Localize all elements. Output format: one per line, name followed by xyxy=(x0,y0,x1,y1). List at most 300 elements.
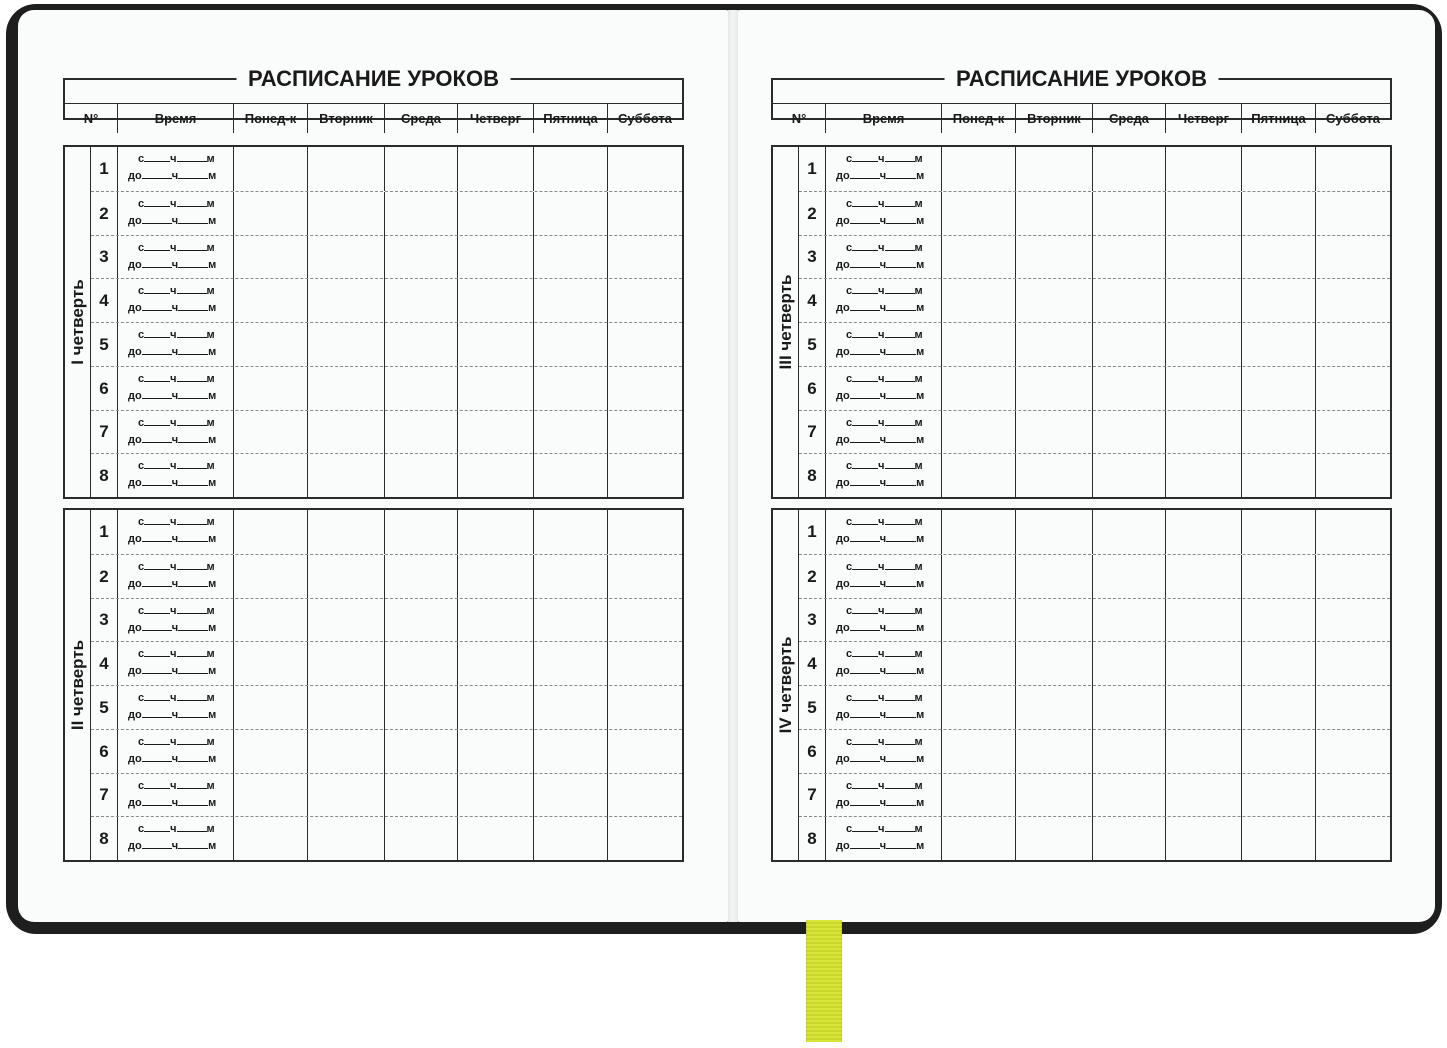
subject-cell-day-2[interactable] xyxy=(1015,774,1092,818)
subject-cell-day-1[interactable] xyxy=(233,730,307,774)
subject-cell-day-6[interactable] xyxy=(1315,236,1390,280)
subject-cell-day-5[interactable] xyxy=(533,279,607,323)
minute-blank xyxy=(885,152,915,162)
from-label: с xyxy=(846,460,853,473)
subject-cell-day-4[interactable] xyxy=(457,411,533,455)
minute-blank xyxy=(177,515,207,525)
subject-cell-day-5[interactable] xyxy=(1241,555,1315,599)
subject-cell-day-6[interactable] xyxy=(1315,411,1390,455)
lesson-time-cell[interactable] xyxy=(825,555,941,599)
subject-cell-day-3[interactable] xyxy=(1092,147,1165,191)
subject-cell-day-6[interactable] xyxy=(1315,817,1390,861)
subject-cell-day-4[interactable] xyxy=(1165,510,1241,554)
subject-cell-day-5[interactable] xyxy=(1241,147,1315,191)
subject-cell-day-5[interactable] xyxy=(1241,730,1315,774)
subject-cell-day-4[interactable] xyxy=(457,279,533,323)
subject-cell-day-6[interactable] xyxy=(607,510,682,554)
lesson-time-cell[interactable] xyxy=(825,279,941,323)
subject-cell-day-4[interactable] xyxy=(1165,599,1241,643)
subject-cell-day-1[interactable] xyxy=(941,236,1015,280)
subject-cell-day-4[interactable] xyxy=(1165,147,1241,191)
subject-cell-day-2[interactable] xyxy=(307,367,384,411)
subject-cell-day-6[interactable] xyxy=(607,147,682,191)
subject-cell-day-2[interactable] xyxy=(1015,555,1092,599)
hour-label: ч xyxy=(171,840,179,853)
subject-cell-day-3[interactable] xyxy=(384,454,457,498)
subject-cell-day-1[interactable] xyxy=(233,192,307,236)
subject-cell-day-6[interactable] xyxy=(607,367,682,411)
hour-label: ч xyxy=(170,153,177,165)
subject-cell-day-5[interactable] xyxy=(1241,279,1315,323)
subject-cell-day-1[interactable] xyxy=(233,817,307,861)
subject-cell-day-3[interactable] xyxy=(1092,236,1165,280)
subject-cell-day-3[interactable] xyxy=(1092,279,1165,323)
to-label: до xyxy=(128,665,142,678)
minute-blank xyxy=(885,241,915,251)
time-start-line xyxy=(846,822,923,835)
subject-cell-day-6[interactable] xyxy=(1315,510,1390,554)
lesson-time-cell[interactable] xyxy=(825,367,941,411)
lesson-time-cell[interactable] xyxy=(825,454,941,498)
hour-blank xyxy=(850,214,880,224)
hour-blank xyxy=(142,708,172,718)
subject-cell-day-4[interactable] xyxy=(457,236,533,280)
subject-cell-day-6[interactable] xyxy=(607,279,682,323)
subject-cell-day-3[interactable] xyxy=(1092,774,1165,818)
subject-cell-day-4[interactable] xyxy=(457,774,533,818)
subject-cell-day-6[interactable] xyxy=(1315,642,1390,686)
subject-cell-day-5[interactable] xyxy=(533,599,607,643)
subject-cell-day-4[interactable] xyxy=(457,510,533,554)
subject-cell-day-1[interactable] xyxy=(233,454,307,498)
subject-cell-day-4[interactable] xyxy=(457,555,533,599)
subject-cell-day-2[interactable] xyxy=(1015,236,1092,280)
minute-label: м xyxy=(916,214,925,227)
subject-cell-day-5[interactable] xyxy=(533,642,607,686)
subject-cell-day-2[interactable] xyxy=(307,642,384,686)
lesson-time-cell[interactable] xyxy=(825,599,941,643)
lesson-time-cell[interactable] xyxy=(825,817,941,861)
subject-cell-day-3[interactable] xyxy=(1092,730,1165,774)
subject-cell-day-3[interactable] xyxy=(384,599,457,643)
subject-cell-day-6[interactable] xyxy=(1315,730,1390,774)
subject-cell-day-2[interactable] xyxy=(307,555,384,599)
time-start-line xyxy=(846,515,923,528)
subject-cell-day-3[interactable] xyxy=(1092,510,1165,554)
hour-blank xyxy=(852,515,878,525)
bookmark-ribbon[interactable] xyxy=(806,920,842,1042)
lesson-time-cell[interactable] xyxy=(117,642,233,686)
subject-cell-day-3[interactable] xyxy=(384,774,457,818)
subject-cell-day-1[interactable] xyxy=(941,599,1015,643)
minute-blank xyxy=(885,416,915,426)
subject-cell-day-1[interactable] xyxy=(233,510,307,554)
subject-cell-day-4[interactable] xyxy=(457,599,533,643)
subject-cell-day-2[interactable] xyxy=(1015,411,1092,455)
subject-cell-day-4[interactable] xyxy=(457,454,533,498)
to-label: до xyxy=(836,665,850,678)
subject-cell-day-6[interactable] xyxy=(607,555,682,599)
time-start-line xyxy=(138,459,215,472)
subject-cell-day-2[interactable] xyxy=(307,192,384,236)
lesson-time-cell[interactable] xyxy=(117,454,233,498)
subject-cell-day-5[interactable] xyxy=(1241,236,1315,280)
subject-cell-day-5[interactable] xyxy=(1241,454,1315,498)
lesson-time-cell[interactable] xyxy=(117,686,233,730)
subject-cell-day-4[interactable] xyxy=(457,323,533,367)
lesson-time-cell[interactable] xyxy=(117,367,233,411)
subject-cell-day-5[interactable] xyxy=(533,323,607,367)
subject-cell-day-4[interactable] xyxy=(457,642,533,686)
minute-blank xyxy=(885,515,915,525)
subject-cell-day-5[interactable] xyxy=(1241,411,1315,455)
subject-cell-day-1[interactable] xyxy=(941,192,1015,236)
subject-cell-day-6[interactable] xyxy=(1315,454,1390,498)
subject-cell-day-3[interactable] xyxy=(384,730,457,774)
subject-cell-day-4[interactable] xyxy=(1165,774,1241,818)
subject-cell-day-1[interactable] xyxy=(233,367,307,411)
minute-label: м xyxy=(208,346,217,358)
subject-cell-day-5[interactable] xyxy=(1241,774,1315,818)
lesson-time-cell[interactable] xyxy=(117,323,233,367)
minute-blank xyxy=(177,328,207,338)
subject-cell-day-2[interactable] xyxy=(1015,323,1092,367)
lesson-time-cell[interactable] xyxy=(117,817,233,861)
subject-cell-day-2[interactable] xyxy=(307,774,384,818)
subject-cell-day-4[interactable] xyxy=(457,192,533,236)
subject-cell-day-2[interactable] xyxy=(307,147,384,191)
subject-cell-day-1[interactable] xyxy=(941,686,1015,730)
quarter-block xyxy=(771,145,1392,499)
subject-cell-day-5[interactable] xyxy=(1241,510,1315,554)
hour-blank xyxy=(144,560,170,570)
time-start-line xyxy=(846,735,923,748)
subject-cell-day-4[interactable] xyxy=(1165,367,1241,411)
hour-blank xyxy=(852,779,878,789)
subject-cell-day-3[interactable] xyxy=(384,236,457,280)
subject-cell-day-6[interactable] xyxy=(1315,555,1390,599)
subject-cell-day-1[interactable] xyxy=(941,411,1015,455)
subject-cell-day-2[interactable] xyxy=(307,730,384,774)
minute-blank xyxy=(885,691,915,701)
minute-blank xyxy=(885,328,915,338)
subject-cell-day-4[interactable] xyxy=(1165,454,1241,498)
subject-cell-day-6[interactable] xyxy=(1315,686,1390,730)
subject-cell-day-3[interactable] xyxy=(1092,686,1165,730)
subject-cell-day-2[interactable] xyxy=(307,454,384,498)
subject-cell-day-2[interactable] xyxy=(1015,454,1092,498)
subject-cell-day-2[interactable] xyxy=(307,510,384,554)
lesson-time-cell[interactable] xyxy=(825,236,941,280)
subject-cell-day-4[interactable] xyxy=(1165,411,1241,455)
subject-cell-day-6[interactable] xyxy=(607,411,682,455)
hour-blank xyxy=(850,577,880,587)
time-end-line xyxy=(836,752,924,765)
subject-cell-day-6[interactable] xyxy=(607,686,682,730)
subject-cell-day-1[interactable] xyxy=(233,686,307,730)
subject-cell-day-1[interactable] xyxy=(233,323,307,367)
subject-cell-day-1[interactable] xyxy=(941,730,1015,774)
subject-cell-day-5[interactable] xyxy=(533,454,607,498)
time-start-line xyxy=(138,241,215,254)
subject-cell-day-2[interactable] xyxy=(1015,279,1092,323)
subject-cell-day-1[interactable] xyxy=(233,147,307,191)
subject-cell-day-1[interactable] xyxy=(233,774,307,818)
to-label: до xyxy=(836,346,850,358)
lesson-number: 2 xyxy=(99,203,109,223)
lesson-number: 6 xyxy=(99,741,109,761)
subject-cell-day-2[interactable] xyxy=(1015,510,1092,554)
subject-cell-day-6[interactable] xyxy=(607,599,682,643)
subject-cell-day-5[interactable] xyxy=(1241,642,1315,686)
subject-cell-day-2[interactable] xyxy=(1015,192,1092,236)
lesson-time-cell[interactable] xyxy=(825,774,941,818)
subject-cell-day-1[interactable] xyxy=(941,510,1015,554)
subject-cell-day-3[interactable] xyxy=(384,642,457,686)
time-start-line xyxy=(846,152,923,165)
subject-cell-day-3[interactable] xyxy=(384,817,457,861)
subject-cell-day-2[interactable] xyxy=(307,599,384,643)
subject-cell-day-1[interactable] xyxy=(941,642,1015,686)
subject-cell-day-6[interactable] xyxy=(607,454,682,498)
minute-label: м xyxy=(914,692,923,704)
subject-cell-day-6[interactable] xyxy=(607,192,682,236)
subject-cell-day-2[interactable] xyxy=(1015,686,1092,730)
subject-cell-day-4[interactable] xyxy=(1165,279,1241,323)
subject-cell-day-4[interactable] xyxy=(1165,236,1241,280)
header-cell-number: N° xyxy=(791,111,807,126)
subject-cell-day-4[interactable] xyxy=(457,147,533,191)
subject-cell-day-4[interactable] xyxy=(1165,323,1241,367)
lesson-time-cell[interactable] xyxy=(825,411,941,455)
minute-blank xyxy=(885,372,915,382)
subject-cell-day-4[interactable] xyxy=(1165,642,1241,686)
subject-cell-day-3[interactable] xyxy=(384,367,457,411)
hour-blank xyxy=(852,284,878,294)
minute-label: м xyxy=(208,302,217,315)
subject-cell-day-3[interactable] xyxy=(1092,192,1165,236)
subject-cell-day-2[interactable] xyxy=(307,686,384,730)
subject-cell-day-6[interactable] xyxy=(1315,279,1390,323)
from-label: с xyxy=(138,241,145,254)
time-end-line xyxy=(128,664,216,677)
subject-cell-day-6[interactable] xyxy=(607,730,682,774)
lesson-time-cell[interactable] xyxy=(117,555,233,599)
subject-cell-day-1[interactable] xyxy=(941,774,1015,818)
subject-cell-day-2[interactable] xyxy=(1015,599,1092,643)
from-label: с xyxy=(138,604,145,617)
page-title: РАСПИСАНИЕ УРОКОВ xyxy=(236,66,511,92)
subject-cell-day-6[interactable] xyxy=(607,817,682,861)
minute-label: м xyxy=(916,577,925,590)
lesson-time-cell[interactable] xyxy=(825,686,941,730)
subject-cell-day-1[interactable] xyxy=(941,147,1015,191)
lesson-time-cell[interactable] xyxy=(117,147,233,191)
lesson-time-cell[interactable] xyxy=(825,642,941,686)
subject-cell-day-4[interactable] xyxy=(1165,555,1241,599)
subject-cell-day-5[interactable] xyxy=(1241,599,1315,643)
subject-cell-day-5[interactable] xyxy=(533,730,607,774)
subject-cell-day-5[interactable] xyxy=(533,774,607,818)
lesson-time-cell[interactable] xyxy=(825,510,941,554)
minute-blank xyxy=(178,258,208,268)
lesson-row xyxy=(799,816,1390,861)
subject-cell-day-3[interactable] xyxy=(384,279,457,323)
time-end-line xyxy=(836,389,924,402)
subject-cell-day-5[interactable] xyxy=(533,817,607,861)
subject-cell-day-2[interactable] xyxy=(1015,642,1092,686)
minute-label: м xyxy=(208,170,217,182)
subject-cell-day-2[interactable] xyxy=(1015,817,1092,861)
hour-blank xyxy=(850,796,880,806)
subject-cell-day-5[interactable] xyxy=(533,686,607,730)
hour-blank xyxy=(852,560,878,570)
subject-cell-day-4[interactable] xyxy=(457,730,533,774)
subject-cell-day-2[interactable] xyxy=(307,236,384,280)
lesson-row xyxy=(799,410,1390,455)
lesson-number: 8 xyxy=(99,466,109,486)
lesson-time-cell[interactable] xyxy=(825,323,941,367)
hour-label: ч xyxy=(170,560,177,573)
subject-cell-day-5[interactable] xyxy=(533,147,607,191)
subject-cell-day-2[interactable] xyxy=(1015,730,1092,774)
subject-cell-day-4[interactable] xyxy=(457,686,533,730)
from-label: с xyxy=(846,329,853,341)
to-label: до xyxy=(836,840,850,853)
lesson-time-cell[interactable] xyxy=(117,510,233,554)
time-end-line xyxy=(128,577,216,590)
subject-cell-day-3[interactable] xyxy=(384,686,457,730)
subject-cell-day-5[interactable] xyxy=(1241,323,1315,367)
subject-cell-day-3[interactable] xyxy=(1092,454,1165,498)
subject-cell-day-2[interactable] xyxy=(307,323,384,367)
subject-cell-day-6[interactable] xyxy=(607,642,682,686)
subject-cell-day-5[interactable] xyxy=(533,411,607,455)
lesson-time-cell[interactable] xyxy=(117,279,233,323)
subject-cell-day-6[interactable] xyxy=(1315,367,1390,411)
lesson-time-cell[interactable] xyxy=(117,411,233,455)
subject-cell-day-4[interactable] xyxy=(1165,730,1241,774)
subject-cell-day-6[interactable] xyxy=(1315,147,1390,191)
minute-label: м xyxy=(916,709,925,721)
subject-cell-day-4[interactable] xyxy=(1165,686,1241,730)
subject-cell-day-1[interactable] xyxy=(941,279,1015,323)
subject-cell-day-3[interactable] xyxy=(384,323,457,367)
subject-cell-day-5[interactable] xyxy=(533,192,607,236)
subject-cell-day-4[interactable] xyxy=(1165,817,1241,861)
subject-cell-day-1[interactable] xyxy=(233,279,307,323)
lesson-time-cell[interactable] xyxy=(117,236,233,280)
hour-label: ч xyxy=(879,796,887,809)
time-end-line xyxy=(836,345,924,358)
subject-cell-day-1[interactable] xyxy=(941,454,1015,498)
subject-cell-day-2[interactable] xyxy=(307,817,384,861)
quarter-label: IV четверть xyxy=(775,636,795,734)
subject-cell-day-4[interactable] xyxy=(1165,192,1241,236)
lesson-time-cell[interactable] xyxy=(117,599,233,643)
subject-cell-day-1[interactable] xyxy=(233,411,307,455)
subject-cell-day-1[interactable] xyxy=(941,367,1015,411)
subject-cell-day-3[interactable] xyxy=(1092,642,1165,686)
minute-blank xyxy=(886,169,916,179)
subject-cell-day-3[interactable] xyxy=(1092,555,1165,599)
subject-cell-day-3[interactable] xyxy=(1092,599,1165,643)
minute-blank xyxy=(885,604,915,614)
minute-label: м xyxy=(206,823,215,836)
subject-cell-day-5[interactable] xyxy=(1241,686,1315,730)
lesson-time-cell[interactable] xyxy=(117,192,233,236)
subject-cell-day-1[interactable] xyxy=(233,599,307,643)
time-start-line xyxy=(846,328,923,341)
subject-cell-day-4[interactable] xyxy=(457,817,533,861)
subject-cell-day-3[interactable] xyxy=(1092,367,1165,411)
subject-cell-day-3[interactable] xyxy=(384,192,457,236)
minute-blank xyxy=(885,459,915,469)
subject-cell-day-2[interactable] xyxy=(1015,147,1092,191)
minute-label: м xyxy=(916,170,925,182)
subject-cell-day-6[interactable] xyxy=(1315,192,1390,236)
hour-blank xyxy=(850,389,880,399)
hour-label: ч xyxy=(878,241,885,254)
subject-cell-day-2[interactable] xyxy=(1015,367,1092,411)
subject-cell-day-3[interactable] xyxy=(1092,323,1165,367)
lesson-time-cell[interactable] xyxy=(825,147,941,191)
subject-cell-day-1[interactable] xyxy=(233,555,307,599)
to-label: до xyxy=(836,577,850,590)
lesson-time-cell[interactable] xyxy=(117,774,233,818)
subject-cell-day-3[interactable] xyxy=(1092,411,1165,455)
hour-blank xyxy=(852,647,878,657)
lesson-time-cell[interactable] xyxy=(825,730,941,774)
subject-cell-day-3[interactable] xyxy=(384,411,457,455)
subject-cell-day-6[interactable] xyxy=(1315,599,1390,643)
subject-cell-day-1[interactable] xyxy=(941,323,1015,367)
lesson-time-cell[interactable] xyxy=(117,730,233,774)
subject-cell-day-5[interactable] xyxy=(1241,817,1315,861)
subject-cell-day-5[interactable] xyxy=(533,510,607,554)
subject-cell-day-3[interactable] xyxy=(1092,817,1165,861)
subject-cell-day-5[interactable] xyxy=(1241,367,1315,411)
subject-cell-day-3[interactable] xyxy=(384,147,457,191)
subject-cell-day-5[interactable] xyxy=(533,555,607,599)
subject-cell-day-6[interactable] xyxy=(607,774,682,818)
subject-cell-day-6[interactable] xyxy=(607,323,682,367)
subject-cell-day-2[interactable] xyxy=(307,279,384,323)
hour-label: ч xyxy=(170,285,177,298)
subject-cell-day-6[interactable] xyxy=(1315,323,1390,367)
subject-cell-day-1[interactable] xyxy=(941,817,1015,861)
lesson-time-cell[interactable] xyxy=(825,192,941,236)
minute-blank xyxy=(885,779,915,789)
subject-cell-day-5[interactable] xyxy=(1241,192,1315,236)
subject-cell-day-6[interactable] xyxy=(1315,774,1390,818)
time-end-line xyxy=(128,389,216,402)
subject-cell-day-3[interactable] xyxy=(384,555,457,599)
lesson-row xyxy=(799,278,1390,323)
subject-cell-day-6[interactable] xyxy=(607,236,682,280)
subject-cell-day-1[interactable] xyxy=(941,555,1015,599)
subject-cell-day-5[interactable] xyxy=(533,236,607,280)
subject-cell-day-2[interactable] xyxy=(307,411,384,455)
lesson-row xyxy=(799,641,1390,686)
subject-cell-day-1[interactable] xyxy=(233,642,307,686)
subject-cell-day-3[interactable] xyxy=(384,510,457,554)
subject-cell-day-1[interactable] xyxy=(233,236,307,280)
minute-label: м xyxy=(916,533,925,545)
subject-cell-day-4[interactable] xyxy=(457,367,533,411)
to-label: до xyxy=(836,433,850,446)
subject-cell-day-5[interactable] xyxy=(533,367,607,411)
